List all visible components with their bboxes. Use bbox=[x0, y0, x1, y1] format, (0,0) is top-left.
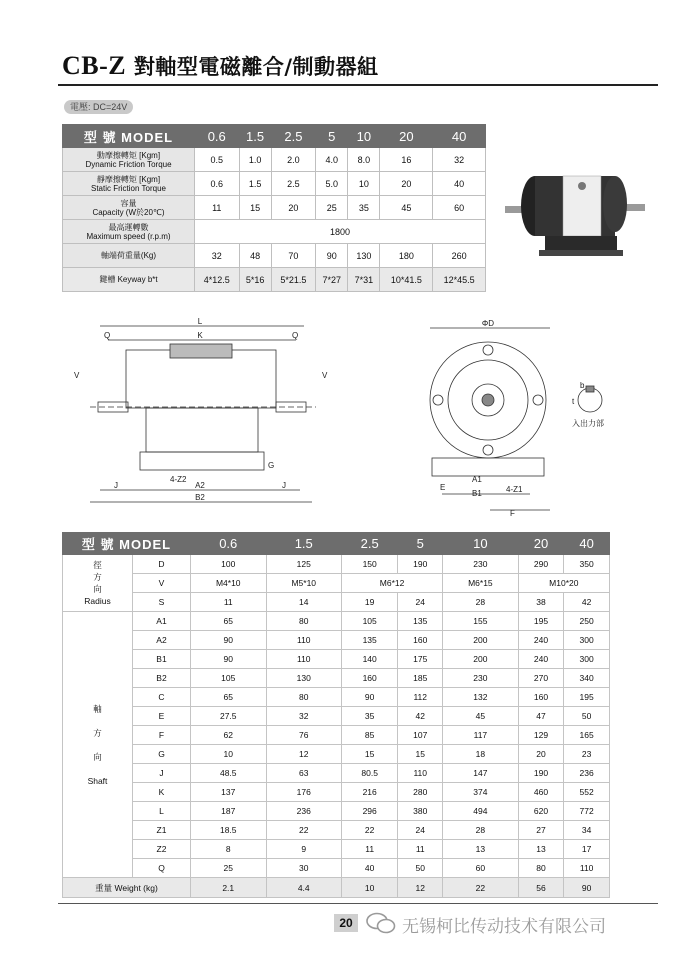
detail-caption: 入出力部 bbox=[572, 419, 604, 428]
dim-label-b2: B2 bbox=[195, 493, 205, 502]
cell: 63 bbox=[266, 764, 342, 783]
cell: 8 bbox=[191, 840, 267, 859]
cell: 47 bbox=[518, 707, 564, 726]
cell: 107 bbox=[398, 726, 443, 745]
cell: 90 bbox=[191, 631, 267, 650]
cell: 105 bbox=[191, 669, 267, 688]
cell: 230 bbox=[443, 669, 519, 688]
group-shaft bbox=[63, 612, 133, 878]
cell: 25 bbox=[316, 196, 348, 220]
cell: 112 bbox=[398, 688, 443, 707]
end-cap bbox=[603, 176, 627, 232]
dim-label-b1: B1 bbox=[472, 489, 482, 498]
cell: 10*41.5 bbox=[380, 268, 433, 292]
dim-row-d bbox=[63, 555, 610, 574]
cell: 50 bbox=[398, 859, 443, 878]
group-cn: 向 bbox=[93, 584, 102, 594]
cell: 1800 bbox=[195, 220, 486, 244]
dim-header-label: 型 號 MODEL bbox=[63, 533, 191, 555]
bolt-hole bbox=[483, 445, 493, 455]
cell: 129 bbox=[518, 726, 564, 745]
cell: 40 bbox=[433, 172, 486, 196]
cell: 160 bbox=[342, 669, 398, 688]
cell: 32 bbox=[266, 707, 342, 726]
row-symbol: C bbox=[133, 688, 191, 707]
cell: 0.5 bbox=[195, 148, 240, 172]
row-symbol: D bbox=[133, 555, 191, 574]
cell: 40 bbox=[342, 859, 398, 878]
base-block bbox=[146, 408, 258, 452]
cell: 18 bbox=[443, 745, 519, 764]
dim-label-v: V bbox=[74, 371, 80, 380]
cell: 300 bbox=[564, 650, 610, 669]
label-en: Dynamic Friction Torque bbox=[85, 159, 172, 169]
row-symbol: Z2 bbox=[133, 840, 191, 859]
spec-row-capacity bbox=[63, 196, 486, 220]
cell: 11 bbox=[195, 196, 240, 220]
cell: 25 bbox=[191, 859, 267, 878]
cell: 24 bbox=[398, 593, 443, 612]
row-symbol: J bbox=[133, 764, 191, 783]
dim-label-e: E bbox=[440, 483, 446, 492]
cell: 130 bbox=[266, 669, 342, 688]
cell: 22 bbox=[342, 821, 398, 840]
dim-label-g: G bbox=[268, 461, 275, 470]
cell: 5*16 bbox=[239, 268, 271, 292]
row-symbol: S bbox=[133, 593, 191, 612]
cell: 494 bbox=[443, 802, 519, 821]
page-title bbox=[62, 50, 379, 81]
title-name: 對軸型電磁離合/制動器組 bbox=[133, 55, 379, 79]
cell: 4.4 bbox=[266, 878, 342, 898]
spec-model: 2.5 bbox=[271, 125, 316, 148]
cell: 42 bbox=[398, 707, 443, 726]
cell: 10 bbox=[348, 172, 380, 196]
group-en: Shaft bbox=[87, 775, 108, 786]
cell: 22 bbox=[443, 878, 519, 898]
cell: 110 bbox=[266, 650, 342, 669]
cell: 70 bbox=[271, 244, 316, 268]
cell: 10 bbox=[191, 745, 267, 764]
cell: 200 bbox=[443, 631, 519, 650]
bolt-hole bbox=[533, 395, 543, 405]
cell: M6*15 bbox=[443, 574, 519, 593]
spec-header-label: 型 號 MODEL bbox=[63, 125, 195, 148]
dim-row-e bbox=[63, 707, 610, 726]
cell: 20 bbox=[380, 172, 433, 196]
dim-row-l bbox=[63, 802, 610, 821]
wechat-icon bbox=[366, 912, 396, 934]
group-cn: 向 bbox=[93, 751, 102, 762]
cell: 110 bbox=[564, 859, 610, 878]
dim-row-j bbox=[63, 764, 610, 783]
cell: 80 bbox=[266, 612, 342, 631]
cell: 16 bbox=[380, 148, 433, 172]
page-number: 20 bbox=[334, 914, 358, 932]
cell: 30 bbox=[266, 859, 342, 878]
cell: 216 bbox=[342, 783, 398, 802]
spec-model: 0.6 bbox=[195, 125, 240, 148]
cell: 552 bbox=[564, 783, 610, 802]
base-foot bbox=[539, 250, 623, 256]
row-symbol: K bbox=[133, 783, 191, 802]
label-unit: (W於20℃) bbox=[125, 207, 165, 217]
row-symbol: B2 bbox=[133, 669, 191, 688]
cell: 45 bbox=[443, 707, 519, 726]
spec-row-static-torque bbox=[63, 172, 486, 196]
cell: 137 bbox=[191, 783, 267, 802]
base-foot bbox=[140, 452, 264, 470]
cell: 236 bbox=[564, 764, 610, 783]
shaft-end bbox=[482, 394, 494, 406]
dim-row-v bbox=[63, 574, 610, 593]
cell: 100 bbox=[191, 555, 267, 574]
cell: 280 bbox=[398, 783, 443, 802]
spec-table bbox=[62, 124, 486, 292]
cell: 260 bbox=[433, 244, 486, 268]
cell: 140 bbox=[342, 650, 398, 669]
cell: 48 bbox=[239, 244, 271, 268]
row-symbol: G bbox=[133, 745, 191, 764]
cell: 10 bbox=[342, 878, 398, 898]
dim-row-b2 bbox=[63, 669, 610, 688]
title-model: CB-Z bbox=[62, 51, 127, 80]
dim-label-a1: A1 bbox=[472, 475, 482, 484]
row-symbol: A1 bbox=[133, 612, 191, 631]
dim-row-c bbox=[63, 688, 610, 707]
label-cn: 最高運轉數 bbox=[108, 222, 149, 232]
row-symbol: Z1 bbox=[133, 821, 191, 840]
group-cn: 軸 bbox=[93, 703, 102, 714]
cell: 20 bbox=[518, 745, 564, 764]
dim-label-z2: 4-Z2 bbox=[170, 475, 187, 484]
logo-mark bbox=[578, 182, 586, 190]
cell: 20 bbox=[271, 196, 316, 220]
dim-row-z1 bbox=[63, 821, 610, 840]
dim-label-q: Q bbox=[292, 331, 299, 340]
cell: 90 bbox=[316, 244, 348, 268]
cell: 12 bbox=[398, 878, 443, 898]
cell: 14 bbox=[266, 593, 342, 612]
dim-row-s bbox=[63, 593, 610, 612]
cell: 34 bbox=[564, 821, 610, 840]
cell: 27.5 bbox=[191, 707, 267, 726]
dim-label-d: ΦD bbox=[481, 319, 495, 328]
cell: 195 bbox=[518, 612, 564, 631]
label-cn: 動摩擦轉矩 bbox=[96, 150, 137, 160]
cell: 42 bbox=[564, 593, 610, 612]
cell: 12*45.5 bbox=[433, 268, 486, 292]
dim-label-l: L bbox=[197, 318, 203, 326]
cell: 76 bbox=[266, 726, 342, 745]
dim-label-t: t bbox=[572, 397, 575, 406]
cell: 150 bbox=[342, 555, 398, 574]
cell: 135 bbox=[398, 612, 443, 631]
watermark-company: 无锡柯比传动技术有限公司 bbox=[402, 917, 606, 937]
cell: 65 bbox=[191, 688, 267, 707]
group-cn: 徑 bbox=[93, 560, 102, 570]
cell: 90 bbox=[191, 650, 267, 669]
dim-label-v: V bbox=[322, 371, 328, 380]
row-symbol: F bbox=[133, 726, 191, 745]
cell: 176 bbox=[266, 783, 342, 802]
cell: 7*31 bbox=[348, 268, 380, 292]
cell: 187 bbox=[191, 802, 267, 821]
cell: 11 bbox=[342, 840, 398, 859]
cell: 300 bbox=[564, 631, 610, 650]
top-cover bbox=[170, 344, 232, 358]
cell: M4*10 bbox=[191, 574, 267, 593]
title-rule bbox=[58, 84, 658, 86]
row-label bbox=[63, 172, 195, 196]
label-cn: 容量 bbox=[120, 198, 137, 208]
cell: 290 bbox=[518, 555, 564, 574]
dim-label-b: b bbox=[580, 381, 585, 390]
cell: 2.0 bbox=[271, 148, 316, 172]
group-radius bbox=[63, 555, 133, 612]
cell: 0.6 bbox=[195, 172, 240, 196]
cell: 2.1 bbox=[191, 878, 267, 898]
product-photo bbox=[505, 150, 645, 260]
cell: 35 bbox=[342, 707, 398, 726]
cell: 85 bbox=[342, 726, 398, 745]
cell: 24 bbox=[398, 821, 443, 840]
dim-row-b1 bbox=[63, 650, 610, 669]
cell: 240 bbox=[518, 650, 564, 669]
dim-header-row bbox=[63, 533, 610, 555]
cell: M10*20 bbox=[518, 574, 609, 593]
row-symbol: A2 bbox=[133, 631, 191, 650]
cell: 340 bbox=[564, 669, 610, 688]
bolt-hole bbox=[433, 395, 443, 405]
cell: 23 bbox=[564, 745, 610, 764]
row-symbol: E bbox=[133, 707, 191, 726]
cell: 4.0 bbox=[316, 148, 348, 172]
bolt-hole bbox=[483, 345, 493, 355]
cell: 65 bbox=[191, 612, 267, 631]
label-cn: 靜摩擦轉矩 bbox=[96, 174, 137, 184]
cell: 147 bbox=[443, 764, 519, 783]
dim-row-a2 bbox=[63, 631, 610, 650]
cell: 4*12.5 bbox=[195, 268, 240, 292]
dim-model: 1.5 bbox=[266, 533, 342, 555]
dim-row-z2 bbox=[63, 840, 610, 859]
cell: 17 bbox=[564, 840, 610, 859]
dim-label-k: K bbox=[197, 331, 203, 340]
shaft-rows bbox=[63, 612, 610, 878]
cell: 15 bbox=[398, 745, 443, 764]
dim-label-j: J bbox=[282, 481, 286, 490]
row-symbol: V bbox=[133, 574, 191, 593]
dim-label-q: Q bbox=[104, 331, 111, 340]
label-en: Maximum speed bbox=[86, 231, 146, 241]
dim-row-weight bbox=[63, 878, 610, 898]
cell: 380 bbox=[398, 802, 443, 821]
cell: 250 bbox=[564, 612, 610, 631]
label-unit: (r.p.m) bbox=[147, 231, 171, 241]
spec-row-keyway bbox=[63, 268, 486, 292]
cell: 32 bbox=[195, 244, 240, 268]
dim-label-a2: A2 bbox=[195, 481, 205, 490]
cell: 175 bbox=[398, 650, 443, 669]
cell: 62 bbox=[191, 726, 267, 745]
label-en: Capacity bbox=[92, 207, 124, 217]
cell: 50 bbox=[564, 707, 610, 726]
cell: 236 bbox=[266, 802, 342, 821]
cell: 165 bbox=[564, 726, 610, 745]
row-label bbox=[63, 196, 195, 220]
cell: 56 bbox=[518, 878, 564, 898]
cell: 11 bbox=[398, 840, 443, 859]
base bbox=[545, 236, 617, 252]
cell: 90 bbox=[342, 688, 398, 707]
cell: M5*10 bbox=[266, 574, 342, 593]
row-label bbox=[63, 148, 195, 172]
spec-row-max-speed bbox=[63, 220, 486, 244]
spec-model: 5 bbox=[316, 125, 348, 148]
group-en: Radius bbox=[84, 596, 111, 606]
cell: 296 bbox=[342, 802, 398, 821]
cell: 117 bbox=[443, 726, 519, 745]
cell: 28 bbox=[443, 593, 519, 612]
dim-label-j: J bbox=[114, 481, 118, 490]
cell: 460 bbox=[518, 783, 564, 802]
cell: 132 bbox=[443, 688, 519, 707]
cell: 125 bbox=[266, 555, 342, 574]
cell: 32 bbox=[433, 148, 486, 172]
cell: 195 bbox=[564, 688, 610, 707]
cell: M6*12 bbox=[342, 574, 443, 593]
label-en: Static Friction Torque bbox=[91, 183, 166, 193]
label-unit: [Kgm] bbox=[139, 150, 161, 160]
spec-model: 10 bbox=[348, 125, 380, 148]
cell: 80.5 bbox=[342, 764, 398, 783]
cell: 5*21.5 bbox=[271, 268, 316, 292]
cell: 80 bbox=[518, 859, 564, 878]
dim-model: 20 bbox=[518, 533, 564, 555]
spec-model: 40 bbox=[433, 125, 486, 148]
cell: 772 bbox=[564, 802, 610, 821]
cell: 155 bbox=[443, 612, 519, 631]
cell: 19 bbox=[342, 593, 398, 612]
cell: 350 bbox=[564, 555, 610, 574]
keyway-slot bbox=[586, 386, 594, 392]
spec-model: 20 bbox=[380, 125, 433, 148]
row-label: 軸端荷重量(Kg) bbox=[63, 244, 195, 268]
footer-rule bbox=[58, 903, 658, 904]
dim-label-f: F bbox=[510, 509, 515, 518]
row-symbol: Q bbox=[133, 859, 191, 878]
cell: 13 bbox=[443, 840, 519, 859]
cell: 90 bbox=[564, 878, 610, 898]
dim-model: 0.6 bbox=[191, 533, 267, 555]
dim-row-k bbox=[63, 783, 610, 802]
cell: 7*27 bbox=[316, 268, 348, 292]
dim-model: 10 bbox=[443, 533, 519, 555]
row-label: 重量 Weight (kg) bbox=[63, 878, 191, 898]
cell: 22 bbox=[266, 821, 342, 840]
cell: 12 bbox=[266, 745, 342, 764]
cell: 11 bbox=[191, 593, 267, 612]
cell: 240 bbox=[518, 631, 564, 650]
cell: 27 bbox=[518, 821, 564, 840]
cell: 200 bbox=[443, 650, 519, 669]
cell: 5.0 bbox=[316, 172, 348, 196]
row-symbol: B1 bbox=[133, 650, 191, 669]
cell: 110 bbox=[398, 764, 443, 783]
cell: 15 bbox=[342, 745, 398, 764]
cell: 620 bbox=[518, 802, 564, 821]
cell: 130 bbox=[348, 244, 380, 268]
cell: 185 bbox=[398, 669, 443, 688]
cell: 13 bbox=[518, 840, 564, 859]
cell: 160 bbox=[398, 631, 443, 650]
dimension-table bbox=[62, 532, 610, 898]
cell: 160 bbox=[518, 688, 564, 707]
dim-label-z1: 4-Z1 bbox=[506, 485, 523, 494]
dim-model: 2.5 bbox=[342, 533, 398, 555]
cell: 230 bbox=[443, 555, 519, 574]
cell: 28 bbox=[443, 821, 519, 840]
spec-row-load bbox=[63, 244, 486, 268]
dim-model: 40 bbox=[564, 533, 610, 555]
cell: 38 bbox=[518, 593, 564, 612]
cell: 190 bbox=[518, 764, 564, 783]
cell: 2.5 bbox=[271, 172, 316, 196]
row-symbol: L bbox=[133, 802, 191, 821]
row-label: 鍵槽 Keyway b*t bbox=[63, 268, 195, 292]
spec-header-row bbox=[63, 125, 486, 148]
cell: 135 bbox=[342, 631, 398, 650]
cell: 60 bbox=[443, 859, 519, 878]
spec-row-dynamic-torque bbox=[63, 148, 486, 172]
group-cn: 方 bbox=[93, 572, 102, 582]
cell: 48.5 bbox=[191, 764, 267, 783]
group-cn: 方 bbox=[93, 727, 102, 738]
dim-row-f bbox=[63, 726, 610, 745]
dim-row-g bbox=[63, 745, 610, 764]
technical-drawing bbox=[60, 318, 620, 518]
cell: 15 bbox=[239, 196, 271, 220]
row-label bbox=[63, 220, 195, 244]
dim-row-q bbox=[63, 859, 610, 878]
dim-row-a1 bbox=[63, 612, 610, 631]
label-unit: [Kgm] bbox=[139, 174, 161, 184]
cell: 45 bbox=[380, 196, 433, 220]
dim-model: 5 bbox=[398, 533, 443, 555]
cell: 180 bbox=[380, 244, 433, 268]
cell: 9 bbox=[266, 840, 342, 859]
cell: 1.5 bbox=[239, 172, 271, 196]
cell: 105 bbox=[342, 612, 398, 631]
cell: 35 bbox=[348, 196, 380, 220]
housing-outline bbox=[126, 350, 276, 408]
cell: 18.5 bbox=[191, 821, 267, 840]
cell: 190 bbox=[398, 555, 443, 574]
cell: 80 bbox=[266, 688, 342, 707]
voltage-badge: 電壓: DC=24V bbox=[64, 100, 133, 114]
cell: 270 bbox=[518, 669, 564, 688]
cell: 374 bbox=[443, 783, 519, 802]
cell: 60 bbox=[433, 196, 486, 220]
cell: 1.0 bbox=[239, 148, 271, 172]
cell: 8.0 bbox=[348, 148, 380, 172]
front-base bbox=[432, 458, 544, 476]
spec-model: 1.5 bbox=[239, 125, 271, 148]
cell: 110 bbox=[266, 631, 342, 650]
